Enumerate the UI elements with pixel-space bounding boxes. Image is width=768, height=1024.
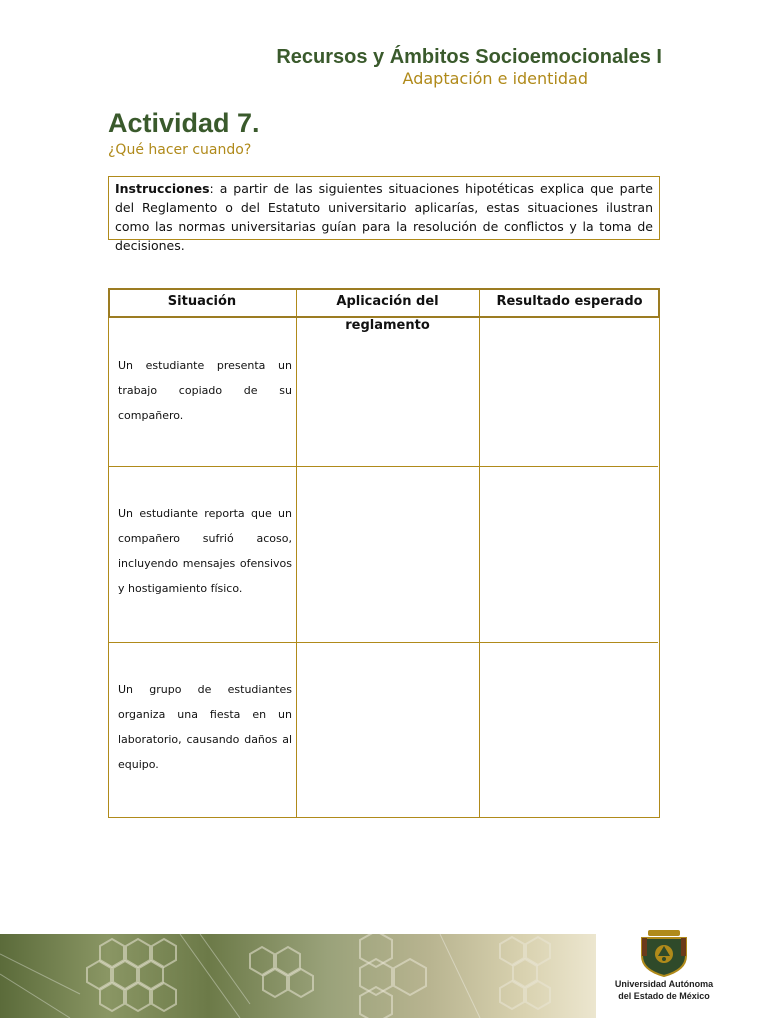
table-border-right	[659, 318, 660, 818]
instructions-box	[108, 176, 660, 253]
situation-cell: Un estudiante presenta un trabajo copiado de su compañero.	[118, 359, 292, 422]
activity-subtitle: ¿Qué hacer cuando?	[108, 142, 252, 158]
university-logo	[612, 928, 716, 1008]
university-name-line1: Universidad Autónoma	[614, 979, 714, 989]
table-border-bottom	[108, 817, 660, 818]
course-subtitle: Adaptación e identidad	[402, 69, 588, 88]
situation-cell: Un grupo de estudiantes organiza una fiesta en un laboratorio, causando daños al equipo.	[118, 683, 292, 771]
university-name	[612, 978, 716, 1002]
result-cell[interactable]	[480, 318, 659, 466]
uaemex-shield-icon	[612, 928, 716, 978]
activity-title: Actividad 7.	[108, 108, 260, 138]
result-cell[interactable]	[480, 467, 659, 642]
header-resultado: Resultado esperado	[496, 294, 643, 309]
course-title: Recursos y Ámbitos Socioemocionales I	[276, 46, 662, 68]
footer-decorative-band	[0, 934, 596, 1018]
header-divider	[479, 290, 480, 316]
situation-cell: Un estudiante reporta que un compañero sufrió acoso, incluyendo mensajes ofensivos y hostigamiento físico.	[118, 507, 292, 595]
result-cell[interactable]	[480, 643, 659, 817]
instructions-label: Instrucciones	[115, 181, 210, 196]
application-cell[interactable]	[297, 467, 479, 642]
header-aplicacion: Aplicación del reglamento	[336, 294, 439, 333]
application-cell[interactable]	[297, 318, 479, 466]
header-divider	[296, 290, 297, 316]
header-situacion: Situación	[167, 294, 237, 309]
application-cell[interactable]	[297, 643, 479, 817]
instructions-text: : a partir de las siguientes situaciones hipotéticas explica que parte del Reglamento o del Estatuto universitario aplicarías, estas situaciones ilustran como las normas universitarias guían para la resolución de conflictos y la toma de decisiones.	[115, 181, 653, 253]
situations-table	[108, 288, 660, 818]
university-name-line2: del Estado de México	[618, 991, 710, 1001]
hexagon-pattern-icon	[0, 934, 596, 1018]
table-border-left	[108, 318, 109, 818]
